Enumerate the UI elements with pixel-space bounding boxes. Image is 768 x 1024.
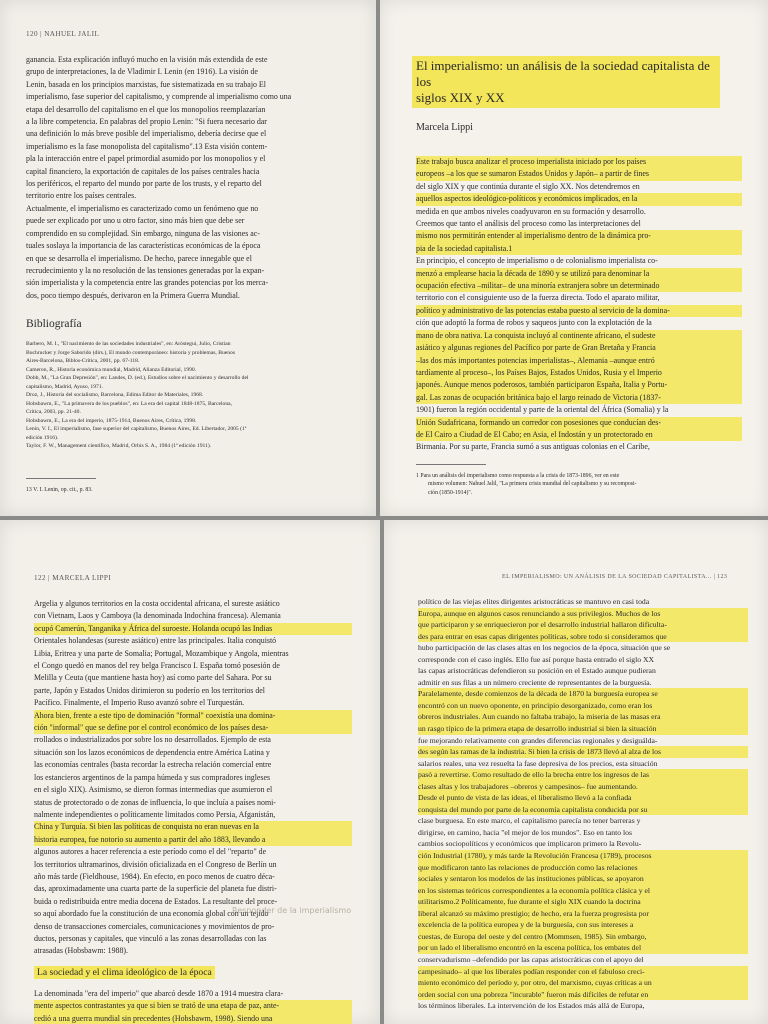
text-line: político de las viejas elites dirigentes aristocráticas se mantuvo en casi toda bbox=[418, 597, 650, 606]
text-line: ocupó Camerún, Tanganika y África del suroeste. Holanda ocupó las Indias bbox=[34, 623, 352, 635]
text-line: Ahora bien, frente a este tipo de dominación "formal" coexistía una domina- bbox=[34, 710, 352, 722]
text-line: aquellos aspectos ideológico-políticos y económicos implicados, en la bbox=[416, 193, 742, 205]
text-line: asiático y algunas regiones del Pacífico por parte de Gran Bretaña y Francia bbox=[416, 342, 742, 354]
text-line: menzó a emplearse hacia la década de 1890 y se utilizó para denominar la bbox=[416, 268, 742, 280]
bibliography-entry-line: Hobsbawm, E., "La primavera de los pueblos", en: La era del capital 1848-1875, Barcelona, bbox=[26, 400, 233, 407]
text-line: La denominada "era del imperio" que abarcó desde 1870 a 1914 muestra clara- bbox=[34, 989, 284, 998]
text-line: hubo participación de las clases altas en los negocios de la época, situación que se bbox=[418, 643, 671, 653]
text-line: los territorios ultramarinos, división oficializada en el Congreso de Berlín un bbox=[34, 859, 277, 869]
text-line: fue mejorando relativamente con grandes diferencias regionales y desiguálda- bbox=[418, 735, 658, 745]
title-line-1: El imperialismo: un análisis de la sociedad capitalista de los bbox=[416, 58, 710, 89]
text-line: Lenin, basada en los principios marxistas, fue sistematizada en su trabajo El bbox=[26, 79, 266, 89]
text-line: las capas aristocráticas defendieron su posición en el Estado aunque pudieran bbox=[418, 666, 656, 676]
text-line: corresponde con el caso inglés. Ello fue así porque hasta entrado el siglo XX bbox=[418, 654, 655, 664]
handwritten-margin-note: Responder de la imperialismo bbox=[232, 906, 352, 915]
text-line: clase burguesa. En este marco, el capitalismo parecía no tener barreras y bbox=[418, 816, 641, 826]
text-line: orden social con una pobreza "incurable" fueron más difíciles de refutar en bbox=[418, 989, 748, 1001]
text-line: gal. Las zonas de ocupación británica bajo el largo reinado de Victoria (1837- bbox=[416, 392, 742, 404]
text-line: atrasadas (Hobsbawm: 1988). bbox=[34, 946, 129, 956]
text-line: rrollados o industrializados por sobre los no desarrollados. Ejemplo de esta bbox=[34, 735, 271, 745]
text-line: los términos liberales. La intervención de los Estados más allá de Europa, bbox=[418, 1001, 645, 1011]
footnote bbox=[416, 472, 742, 497]
text-line: historia europea, fue notorio su aumento a partir del año 1883, llevando a bbox=[34, 834, 352, 846]
text-line: Desde el punto de vista de las ideas, el liberalismo llevó a la confiada bbox=[418, 792, 748, 804]
text-line: en el siglo XIX). Asimismo, se dieron formas intermedias que asumieron el bbox=[34, 785, 273, 795]
page-121 bbox=[380, 0, 768, 516]
bibliography-entry-line: Hobsbawm, E., La era del imperio, 1875-1914, Buenos Aires, Crítica, 1998. bbox=[26, 417, 197, 424]
text-line: del siglo XIX y que continúa durante el siglo XX. Nos detendremos en bbox=[416, 181, 640, 191]
text-line: medida en que ambos niveles coadyuvaron en su formación y desarrollo. bbox=[416, 206, 646, 216]
text-line: Paralelamente, desde comienzos de la década de 1870 la burguesía europea se bbox=[418, 688, 748, 700]
text-line: clases altas y los trabajadores –obreros y campesinos– fue aumentando. bbox=[418, 781, 748, 793]
text-line: mismo nos permitirán entender al imperialismo dentro de la dinámica pro- bbox=[416, 230, 742, 242]
bibliography-entry-line: Barbero, M. I., "El nacimiento de las sociedades industriales", en: Aróstegui, Julio, Cristian bbox=[26, 341, 231, 347]
text-line: ción "informal" que se define por el control económico de los países desa- bbox=[34, 722, 352, 734]
text-line: situación son los lazos económicos de dependencia entre América Latina y bbox=[34, 747, 270, 757]
bibliography-entry-line: Lenin, V. I., El imperialismo, fase superior del capitalismo, Buenos Aires, Ed. Libertador, 2005 (1ª bbox=[26, 426, 247, 432]
text-line: el Congo quedó en manos del rey belga Francisco I. España tomó posesión de bbox=[34, 661, 280, 671]
text-line: nalmente independientes o políticamente limitados como Persia, Afganistán, bbox=[34, 809, 276, 819]
footnote-line: mismo volumen: Nahuel Jalil, "La primera crisis mundial del capitalismo y su recomposi- bbox=[428, 481, 637, 488]
text-line: status de protectorado o de zonas de influencia, lo que incluía a países nomi- bbox=[34, 797, 276, 807]
title-line-2: siglos XIX y XX bbox=[416, 90, 505, 105]
page-122 bbox=[0, 520, 380, 1024]
text-line: buida o redistribuida entre media docena de Estados. La resultante del proce- bbox=[34, 896, 278, 906]
footnote-rule bbox=[416, 464, 486, 465]
footnote-line: 1 Para un análisis del imperialismo como respuesta a la crisis de 1873-1896, ver en este bbox=[416, 473, 620, 479]
text-line: liberal alcanzó su máximo prestigio; de hecho, era la fuerza progresista por bbox=[418, 908, 748, 920]
text-line: admitir en sus filas a un número creciente de representantes de la burguesía. bbox=[418, 677, 652, 687]
text-line: Orientales holandesas (sureste asiático) entre las principales. Italia conquistó bbox=[34, 636, 277, 646]
text-line: etapa del desarrollo del capitalismo en el que los monopolios reemplazarían bbox=[26, 104, 266, 114]
text-line: Melilla y Ceuta (que mantiene hasta hoy) así como parte del Sahara. Por su bbox=[34, 673, 272, 683]
section-heading: La sociedad y el clima ideológico de la época bbox=[34, 966, 215, 979]
text-line: que modificaron tanto las relaciones de producción como las relaciones bbox=[418, 862, 748, 874]
bibliography-entry-line: Crítica, 2003, pp. 21-40. bbox=[26, 409, 81, 415]
text-line: salarios reales, una vez resuelta la fase depresiva de los precios, esta situación bbox=[418, 758, 658, 768]
author-name: Marcela Lippi bbox=[416, 122, 473, 133]
text-line: des para entrar en esas capas dirigentes políticas, sobre todo si consideramos que bbox=[418, 631, 748, 643]
page-120 bbox=[0, 0, 376, 516]
text-line: Europa, aunque en algunos casos renunciando a sus privilegios. Muchos de los bbox=[418, 608, 748, 620]
text-line: Este trabajo busca analizar el proceso imperialista iniciado por los países bbox=[416, 156, 742, 168]
body-paragraph-tail bbox=[34, 988, 352, 1024]
text-line: territorio con el consiguiente uso de la fuerza directa. Todo el aparato militar, bbox=[416, 293, 660, 303]
body-paragraph bbox=[418, 596, 748, 1012]
text-line: año más tarde (Fieldhouse, 1984). En efecto, en poco menos de cuatro déca- bbox=[34, 871, 275, 881]
text-line: cambios sociopolíticos y económicos que implicaron primero la Revolu- bbox=[418, 839, 642, 849]
text-line: tardíamente al proceso–, los Países Bajos, Estados Unidos, Rusia y el Imperio bbox=[416, 367, 742, 379]
text-line: des según las ramas de la industria. Si bien la crisis de 1873 llevó al alza de los bbox=[418, 746, 748, 758]
bibliography-entry-line: Taylor, F. W., Management científico, Madrid, Orbis S. A., 1984 (1ª edición 1911). bbox=[26, 443, 212, 449]
text-line: sión imperialista y la competencia entre las grandes potencias por los merca- bbox=[26, 278, 269, 288]
footnote-line: ción (1850-1914)". bbox=[428, 489, 473, 496]
text-line: China y Turquía. Si bien las políticas de conquista no eran nuevas en la bbox=[34, 821, 352, 833]
text-line: Pacífico. Finalmente, el Imperio Ruso avanzó sobre el Turquestán. bbox=[34, 698, 245, 708]
text-line: en los sistemas teóricos correspondientes a la economía política clásica y el bbox=[418, 885, 748, 897]
text-line: Birmania. Por su parte, Francia sumó a sus antiguas colonias en el Caribe, bbox=[416, 442, 650, 452]
text-line: los estancieros argentinos de la pampa húmeda y sus compradores ingleses bbox=[34, 772, 271, 782]
text-line: 1901) fueron la región occidental y parte de la oriental del África (Somalia) y la bbox=[416, 405, 669, 415]
text-line: que participaron y se enriquecieron por el desarrollo industrial hallaron dificulta- bbox=[418, 619, 748, 631]
text-line: mente aspectos contrastantes ya que si bien se trató de una etapa de paz, ante- bbox=[34, 1000, 352, 1012]
text-line: ción que adoptó la forma de robos y saqueos junto con la explotación de la bbox=[416, 318, 652, 328]
bibliography-entry-line: Droz, J., Historia del socialismo, Barcelona, Edima Editor de Materiales, 1968. bbox=[26, 392, 204, 398]
text-line: pla la interacción entre el papel primordial asumido por los monopolios y el bbox=[26, 154, 266, 164]
text-line: un rasgo típico de la primera etapa de desarrollo industrial si bien la situación bbox=[418, 723, 748, 735]
text-line: algunos autores a hacer referencia a este período como el del "reparto" de bbox=[34, 847, 267, 857]
text-line: sociales y sentaron los modelos de las instituciones públicas, se apoyaron bbox=[418, 873, 748, 885]
text-line: a la libre competencia. En palabras del propio Lenin: "Si fuera necesario dar bbox=[26, 117, 267, 127]
text-line: territorio entre los países centrales. bbox=[26, 191, 137, 201]
text-line: japonés. Aunque menos poderosos, también participaron España, Italia y Portu- bbox=[416, 379, 742, 391]
text-line: con Vietnam, Laos y Camboya (la denominada Indochina francesa). Alemania bbox=[34, 611, 281, 621]
text-line: recrudecimiento y la no resolución de las tensiones generadas por la expan- bbox=[26, 265, 265, 275]
text-line: en que se desarrolla el imperialismo. De hecho, parece innegable que el bbox=[26, 253, 252, 263]
footnote-rule bbox=[26, 478, 96, 479]
text-line: conquista del mundo por parte de la economía capitalista conducida por su bbox=[418, 804, 748, 816]
bibliography-heading: Bibliografía bbox=[26, 318, 82, 330]
text-line: ganancia. Esta explicación influyó mucho en la visión más extendida de este bbox=[26, 55, 268, 64]
text-line: imperialismo, fase superior del capitalismo, y comprende al imperialismo como una bbox=[26, 92, 292, 102]
text-line: parte, Japón y Estados Unidos dirimieron su poderío en los territorios del bbox=[34, 685, 265, 695]
text-line: ción Industrial (1780), y más tarde la Revolución Francesa (1789), procesos bbox=[418, 850, 748, 862]
bibliography-entry-line: Buchrucker y Jorge Saborido (dirs.), El mundo contemporáneo: historia y problemas, Buenos bbox=[26, 349, 235, 356]
text-line: Argelia y algunos territorios en la costa occidental africana, el sureste asiático bbox=[34, 599, 280, 608]
running-head: 120 | NAHUEL JALIL bbox=[26, 30, 100, 38]
footnote: 13 V. I. Lenin, op. cit., p. 83. bbox=[26, 487, 93, 493]
body-paragraph bbox=[416, 156, 742, 454]
text-line: excelencia de la política europea y de la burguesía, con sus intereses a bbox=[418, 919, 748, 931]
running-head: 122 | MARCELA LIPPI bbox=[34, 574, 112, 582]
body-paragraph bbox=[26, 54, 348, 302]
text-line: Unión Sudafricana, formando un corredor con posesiones que conducían des- bbox=[416, 417, 742, 429]
text-line: cedió a una guerra mundial sin precedentes (Hobsbawm, 1998). Siendo una bbox=[34, 1013, 352, 1024]
text-line: los periféricos, el reparto del mundo por parte de los trusts, y el reparto del bbox=[26, 179, 262, 189]
text-line: Creemos que tanto el análisis del proceso como las interpretaciones del bbox=[416, 219, 641, 229]
text-line: tuales soslaya la importancia de las características económicas de la época bbox=[26, 241, 261, 251]
bibliography-entry-line: Dobb, M., "La Gran Depresión", en: Landes, D. (ed.), Estudios sobre el nacimiento y desarrollo del bbox=[26, 375, 249, 381]
bibliography-entry-line: edición 1916). bbox=[26, 434, 59, 441]
text-line: puede ser explicado por uno u otro factor, sino más bien que debe ser bbox=[26, 216, 245, 226]
text-line: obreros industriales. Aun cuando no faltaba trabajo, la miseria de las masas era bbox=[418, 711, 748, 723]
text-line: por un lado el liberalismo encontró en la escena política, los embates del bbox=[418, 942, 748, 954]
text-line: imperialismo es la fase monopolista del capitalismo".13 Esta visión contem- bbox=[26, 141, 268, 151]
text-line: mano de obra nativa. La conquista incluyó al continente africano, el sudeste bbox=[416, 330, 742, 342]
text-line: Libia, Eritrea y una parte de Somalia; Portugal, Mozambique y Angola, mientras bbox=[34, 648, 289, 658]
text-line: grupo de interpretaciones, la de Vladimir I. Lenin (en 1916). La visión de bbox=[26, 67, 258, 77]
text-line: ductos, personas y capitales, que vinculó a las zonas desarrolladas con las bbox=[34, 933, 267, 943]
bibliography-entry-line: Cameron, R., Historia económica mundial, Madrid, Alianza Editorial, 1990. bbox=[26, 366, 197, 373]
text-line: campesinado– al que los liberales podían responder con el fabuloso creci- bbox=[418, 966, 748, 978]
text-line: En principio, el concepto de imperialismo o de colonialismo imperialista co- bbox=[416, 256, 658, 266]
text-line: político y administrativo de las potencias estaba puesto al servicio de la domina- bbox=[416, 305, 742, 317]
body-paragraph bbox=[34, 598, 352, 958]
text-line: una definición lo más breve posible del imperialismo, debería decirse que el bbox=[26, 129, 267, 139]
page-123 bbox=[384, 520, 768, 1024]
text-line: comprendido en su complejidad. Sin embargo, ninguna de las visiones ac- bbox=[26, 228, 260, 238]
text-line: so aquí abordado fue la constitución de una economía global con un tejido bbox=[34, 909, 269, 919]
text-line: utilitarismo.2 Políticamente, fue durante el siglo XIX cuando la doctrina bbox=[418, 896, 748, 908]
running-head: EL IMPERIALISMO: UN ANÁLISIS DE LA SOCIEDAD CAPITALISTA... | 123 bbox=[502, 574, 728, 580]
bibliography-entry-line: Aires-Barcelona, Biblos-Crítica, 2001, pp. 67-118. bbox=[26, 358, 140, 364]
text-line: denso de transacciones comerciales, comunicaciones y movimientos de pro- bbox=[34, 921, 275, 931]
text-line: pia de la sociedad capitalista.1 bbox=[416, 243, 742, 255]
text-line: de El Cairo a Ciudad de El Cabo; en Asia, el Indostán y un protectorado en bbox=[416, 429, 742, 441]
text-line: pasó a revertirse. Como resultado de ello la brecha entre los ingresos de las bbox=[418, 769, 748, 781]
text-line: las economías centrales (basta recordar la estrecha relación comercial entre bbox=[34, 760, 272, 770]
text-line: das, aproximadamente una cuarta parte de la superficie del planeta fue distri- bbox=[34, 884, 277, 894]
bibliography-list bbox=[26, 340, 350, 451]
text-line: ocupación efectiva –militar– de una minoría extranjera sobre un determinado bbox=[416, 280, 742, 292]
text-line: dos, poco tiempo después, derivaron en la Primera Guerra Mundial. bbox=[26, 290, 240, 300]
text-line: Actualmente, el imperialismo es caracterizado como un fenómeno que no bbox=[26, 203, 259, 213]
bibliography-entry-line: capitalismo, Madrid, Ayuso, 1971. bbox=[26, 383, 104, 390]
chapter-title bbox=[412, 56, 720, 108]
text-line: –las dos más importantes potencias imperialistas–, Alemania –aunque entró bbox=[416, 355, 742, 367]
text-line: capital financiero, la exportación de capitales de los países centrales hacia bbox=[26, 166, 260, 176]
text-line: conservadurismo –defendido por las capas aristocráticas con el apoyo del bbox=[418, 954, 644, 964]
text-line: cuestas, de Europa del oeste y del centro (Mommsen, 1985). Sin embargo, bbox=[418, 931, 748, 943]
text-line: encontró con un nuevo oponente, en principio desorganizado, como eran los bbox=[418, 700, 748, 712]
text-line: miento económico del período y, por otro, del marxismo, cuyas críticas a un bbox=[418, 977, 748, 989]
text-line: dirigirse, en camino, hacia "el mejor de los mundos". Eso en tanto los bbox=[418, 827, 633, 837]
text-line: europeos –a los que se sumaron Estados Unidos y Japón– a partir de fines bbox=[416, 168, 742, 180]
